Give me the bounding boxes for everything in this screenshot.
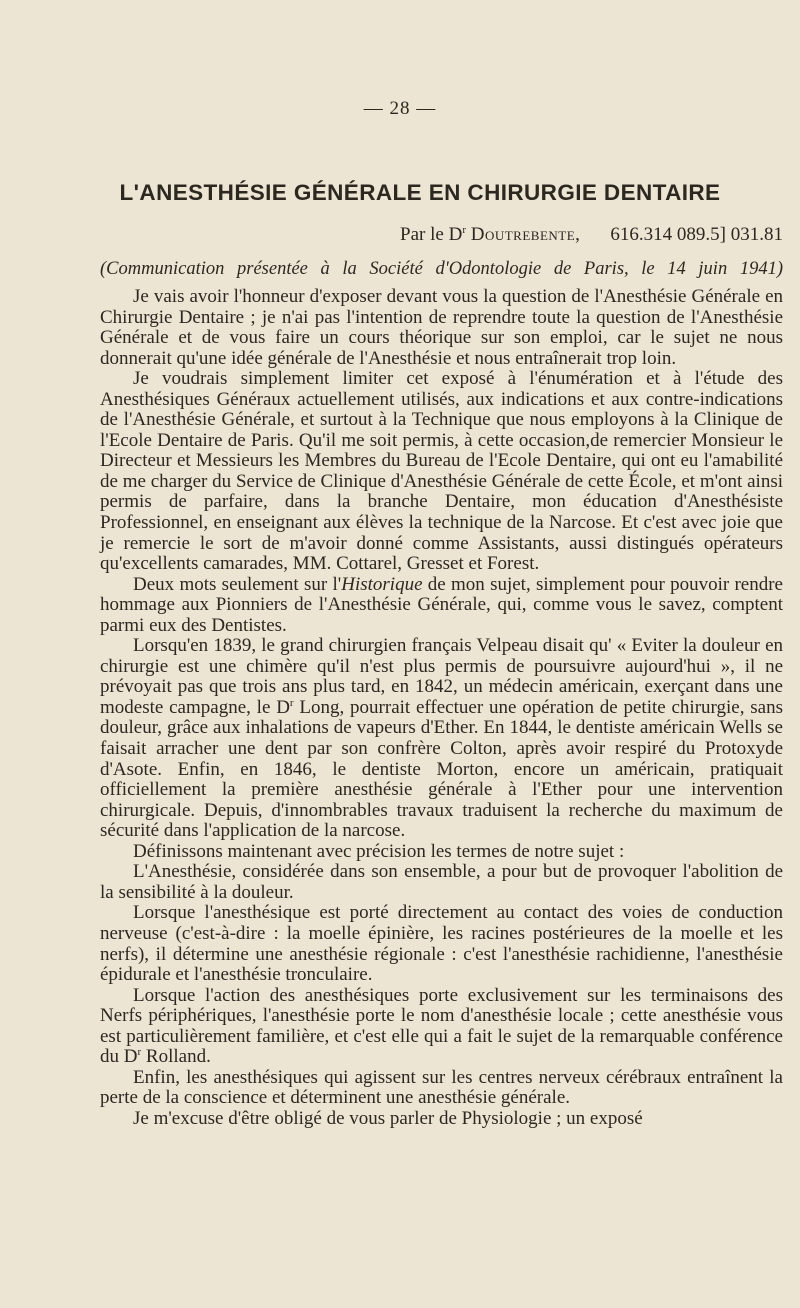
article-title: L'ANESTHÉSIE GÉNÉRALE EN CHIRURGIE DENTAIRE <box>119 180 721 205</box>
paragraph-text: Lorsqu'en 1839, le grand chirurgien français Velpeau disait qu' « Eviter la douleur en chirurgie est une chimère qu'il n'est plus permis de poursuivre aujourd'hui », il ne prévoyait pas que trois ans plus tard, en 1842, un médecin américain, exerçant dans une modeste campagne, le D <box>100 635 783 718</box>
classification-number: 616.314 089.5] 031.81 <box>610 224 783 245</box>
byline-prefix-sup: r <box>462 224 466 236</box>
paragraph: Enfin, les anesthésiques qui agissent sur les centres nerveux cérébraux entraînent la perte de la conscience et déterminent une anesthésie générale. <box>100 1066 783 1109</box>
communication-note: (Communication présentée à la Société d'Odontologie de Paris, le 14 juin 1941) <box>100 259 783 279</box>
paragraph: Définissons maintenant avec précision les termes de notre sujet : <box>133 840 625 862</box>
paragraph <box>100 636 783 841</box>
paragraph-text: Rolland. <box>141 1046 211 1068</box>
paragraph: Lorsque l'anesthésique est porté directement au contact des voies de conduction nerveuse (c'est-à-dire : la moelle épinière, les racines postérieures de la moelle et les nerfs), il détermine une anesthésie régionale : c'est l'anesthésie rachidienne, l'anesthésie épidurale et l'anesthésie tronculaire. <box>100 902 783 986</box>
paragraph <box>100 986 783 1068</box>
paragraph: Je vais avoir l'honneur d'exposer devant vous la question de l'Anesthésie Générale en Chirurgie Dentaire ; je n'ai pas l'intention de reprendre toute la question de l'Anesthésie Générale et de vous faire un cours théorique sur son emploi, car le sujet ne nous donnerait qu'une idée générale de l'Anesthésie et nous entraînerait trop loin. <box>100 286 783 369</box>
italic-term: Historique <box>341 573 423 595</box>
paragraph-text: Lorsque l'action des anesthésiques porte exclusivement sur les terminaisons des Nerfs périphériques, l'anesthésie porte le nom d'anesthésie locale ; cette anesthésie vous est particulièrement familière, et c'est elle qui a fait le sujet de la remarquable conférence du D <box>100 984 783 1068</box>
paragraph: Je m'excuse d'être obligé de vous parler de Physiologie ; un exposé <box>133 1107 643 1129</box>
byline <box>100 224 783 246</box>
superscript: r <box>289 696 294 709</box>
article-body <box>100 287 783 1129</box>
paragraph-text: Long, pourrait effectuer une opération de petite chirurgie, sans douleur, grâce aux inhalations de vapeurs d'Ether. En 1844, le dentiste américain Wells se faisait arracher une dent par son confrère Colton, après avoir respiré du Protoxyde d'Asote. Enfin, en 1846, le dentiste Morton, encore un américain, pratiquait officiellement la première anesthésie générale à l'Ether pour une intervention chirurgicale. Depuis, d'innombrables travaux traduisent la recherche du maximum de sécurité dans l'application de la narcose. <box>100 696 783 842</box>
paragraph-text: de mon sujet, simplement pour pouvoir rendre hommage aux Pionniers de l'Anesthésie Générale, qui, comme vous le savez, comptent parmi eux des Dentistes. <box>100 573 783 636</box>
superscript: r <box>137 1046 142 1059</box>
paragraph: Je voudrais simplement limiter cet exposé à l'énumération et à l'étude des Anesthésiques Généraux actuellement utilisés, aux indications et aux contre-indications de l'Anesthésie Générale, et surtout à la Technique que nous employons à la Clinique de l'Ecole Dentaire de Paris. Qu'il me soit permis, à cette occasion,de remercier Monsieur le Directeur et Messieurs les Membres du Bureau de l'Ecole Dentaire, qui ont eu l'amabilité de me charger du Service de Clinique d'Anesthésie Générale de cette École, et m'ont ainsi permis de parfaire, dans la branche Dentaire, mon éducation d'Anesthésiste Professionnel, en enseignant aux élèves la technique de la Narcose. Et c'est avec joie que je remercie le sort de m'avoir donné comme Assistants, aussi distingués opérateurs qu'excellents camarades, MM. Cottarel, Gresset et Forest. <box>100 368 783 575</box>
author-name: Doutrebente, <box>470 224 581 245</box>
page-number: — 28 — <box>363 98 437 119</box>
paragraph: L'Anesthésie, considérée dans son ensemble, a pour but de provoquer l'abolition de la sensibilité à la douleur. <box>100 861 783 903</box>
paragraph-text: Deux mots seulement sur l' <box>133 573 342 595</box>
byline-prefix: Par le D <box>400 224 463 245</box>
paragraph <box>100 575 783 637</box>
